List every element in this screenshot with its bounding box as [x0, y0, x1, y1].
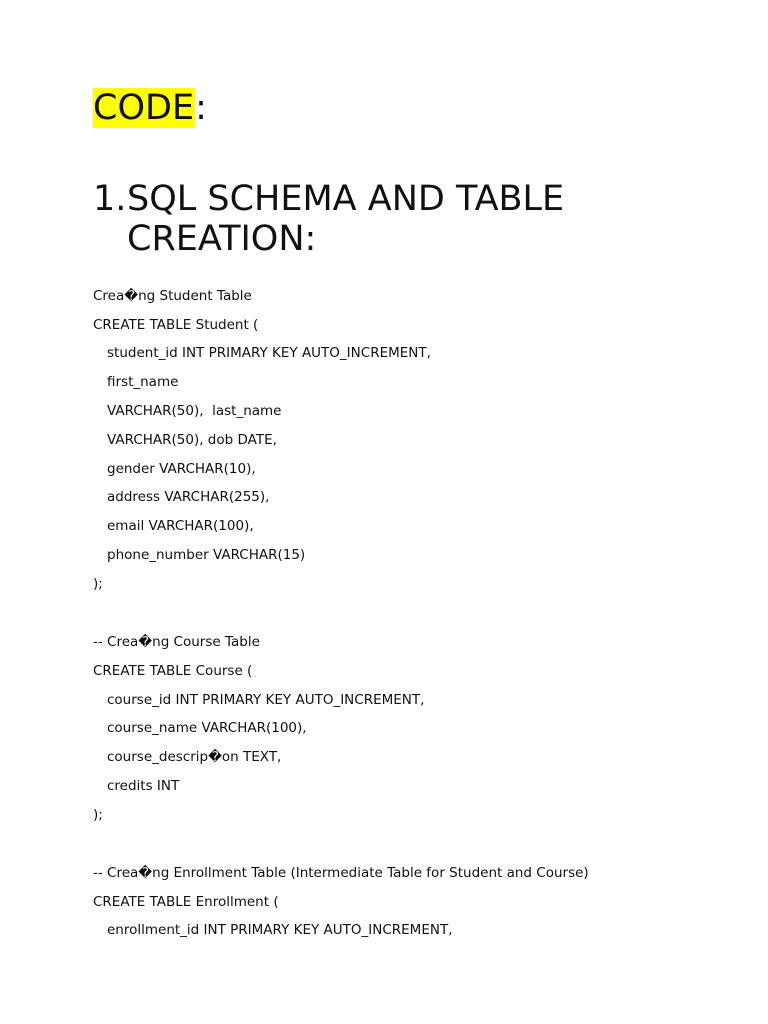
code-line: address VARCHAR(255), — [107, 489, 270, 505]
code-line: course_descrip�on TEXT, — [107, 749, 282, 765]
code-heading-label: CODE — [93, 88, 195, 128]
code-comment-student: Crea�ng Student Table — [93, 288, 252, 304]
section-title — [93, 179, 653, 259]
section-title-text: SQL SCHEMA AND TABLE CREATION: — [127, 179, 565, 259]
code-line: course_name VARCHAR(100), — [107, 720, 307, 736]
code-line: credits INT — [107, 778, 180, 794]
code-line: phone_number VARCHAR(15) — [107, 547, 306, 563]
code-heading — [93, 86, 207, 130]
code-line: CREATE TABLE Enrollment ( — [93, 894, 279, 910]
section-number: 1. — [93, 179, 127, 219]
code-line: CREATE TABLE Student ( — [93, 317, 259, 333]
code-line: ); — [93, 807, 103, 823]
code-line: email VARCHAR(100), — [107, 518, 254, 534]
code-line: course_id INT PRIMARY KEY AUTO_INCREMENT, — [107, 692, 425, 708]
code-heading-colon: : — [195, 88, 207, 128]
code-line: VARCHAR(50), dob DATE, — [107, 432, 277, 448]
code-line: student_id INT PRIMARY KEY AUTO_INCREMENT, — [107, 345, 431, 361]
code-comment-course: -- Crea�ng Course Table — [93, 634, 260, 650]
code-line: enrollment_id INT PRIMARY KEY AUTO_INCREMENT, — [107, 922, 453, 938]
code-line: VARCHAR(50), last_name — [107, 403, 282, 419]
code-line: ); — [93, 576, 103, 592]
code-line: first_name — [107, 374, 179, 390]
code-line: CREATE TABLE Course ( — [93, 663, 253, 679]
code-line: gender VARCHAR(10), — [107, 461, 256, 477]
code-comment-enrollment: -- Crea�ng Enrollment Table (Intermediate Table for Student and Course) — [93, 865, 589, 881]
